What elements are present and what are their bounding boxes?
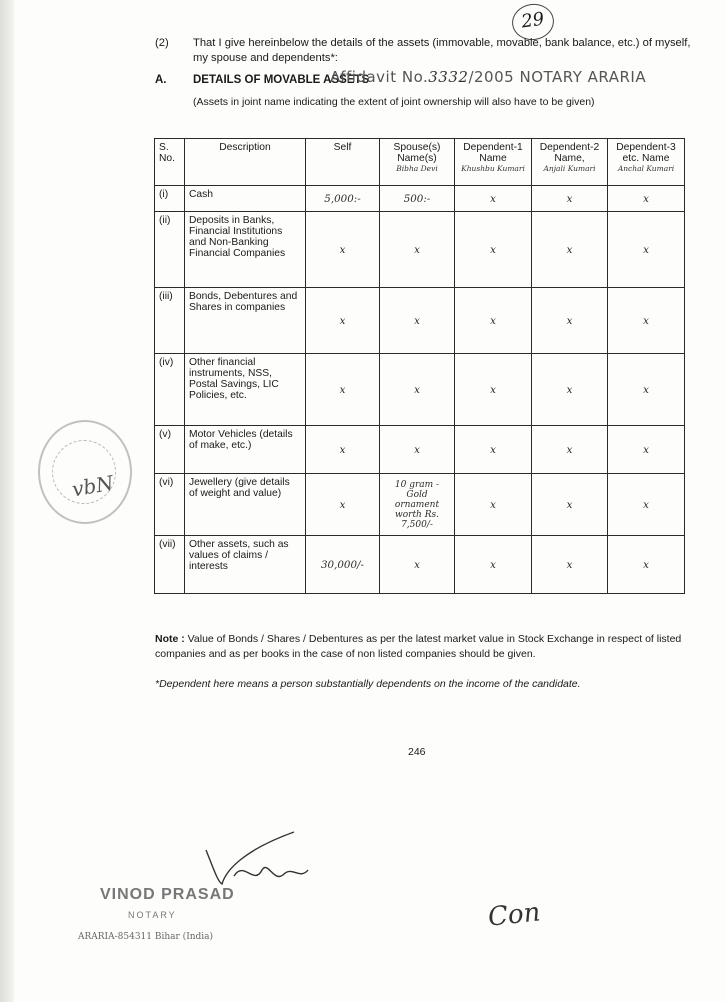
row-self: x <box>306 426 380 474</box>
header-dep3-label: Dependent-3 etc. Name <box>616 142 676 164</box>
row-self: 5,000:- <box>306 186 380 212</box>
row-description: Bonds, Debentures and Shares in companies <box>185 288 306 354</box>
stamp-year: /2005 <box>468 68 515 86</box>
row-spouse: x <box>380 288 455 354</box>
dependent-footnote: *Dependent here means a person substantially dependents on the income of the candidate. <box>155 678 581 690</box>
section-subtitle: (Assets in joint name indicating the extent of joint ownership will also have to be given) <box>193 96 595 108</box>
row-dep2: x <box>532 426 608 474</box>
row-dep3: x <box>608 426 685 474</box>
row-spouse: 500:- <box>380 186 455 212</box>
row-self: x <box>306 212 380 288</box>
table-row <box>155 186 685 212</box>
row-self: x <box>306 288 380 354</box>
page-number: 246 <box>408 746 426 758</box>
row-spouse: x <box>380 212 455 288</box>
intro-text: That I give hereinbelow the details of the assets (immovable, movable, bank balance, etc.) of myself, my spouse and dependents*: <box>193 37 691 64</box>
header-dep3 <box>608 139 685 186</box>
row-self: x <box>306 354 380 426</box>
row-dep1: x <box>455 288 532 354</box>
candidate-signature: Con <box>486 897 542 933</box>
table-row <box>155 212 685 288</box>
row-description: Other financial instruments, NSS, Postal Savings, LIC Policies, etc. <box>185 354 306 426</box>
stamp-text: Affidavit No. <box>330 68 429 86</box>
row-description: Other assets, such as values of claims / interests <box>185 536 306 594</box>
header-sno: S. No. <box>155 139 185 186</box>
row-description: Deposits in Banks, Financial Institutions and Non-Banking Financial Companies <box>185 212 306 288</box>
row-dep1: x <box>455 186 532 212</box>
table-row <box>155 536 685 594</box>
row-dep2: x <box>532 186 608 212</box>
notary-title: NOTARY <box>128 910 177 920</box>
row-spouse: 10 gram - Gold ornament worth Rs. 7,500/- <box>380 474 455 536</box>
row-dep3: x <box>608 212 685 288</box>
table-row <box>155 426 685 474</box>
row-dep3: x <box>608 536 685 594</box>
header-dep2-name: Anjali Kumari <box>543 164 596 173</box>
row-spouse: x <box>380 354 455 426</box>
seal-signature: vbN <box>70 470 116 502</box>
page-marker: 29 <box>510 1 557 42</box>
row-description: Jewellery (give details of weight and value) <box>185 474 306 536</box>
row-dep2: x <box>532 354 608 426</box>
row-self: x <box>306 474 380 536</box>
row-sno: (iii) <box>155 288 185 354</box>
stamp-number: 3332 <box>428 68 469 86</box>
row-sno: (iv) <box>155 354 185 426</box>
header-spouse-label: Spouse(s) Name(s) <box>393 142 441 164</box>
header-spouse-name: Bibha Devi <box>396 164 438 173</box>
header-dep2-label: Dependent-2 Name, <box>539 142 600 164</box>
row-dep1: x <box>455 426 532 474</box>
row-spouse: x <box>380 536 455 594</box>
header-spouse <box>380 139 455 186</box>
row-sno: (ii) <box>155 212 185 288</box>
table-row <box>155 474 685 536</box>
header-description: Description <box>185 139 306 186</box>
row-dep2: x <box>532 536 608 594</box>
row-spouse: x <box>380 426 455 474</box>
note-label: Note : <box>155 633 185 645</box>
row-sno: (i) <box>155 186 185 212</box>
header-self: Self <box>306 139 380 186</box>
row-sno: (vi) <box>155 474 185 536</box>
row-dep3: x <box>608 186 685 212</box>
table-row <box>155 288 685 354</box>
table-row <box>155 354 685 426</box>
row-dep2: x <box>532 212 608 288</box>
row-dep3: x <box>608 288 685 354</box>
row-dep1: x <box>455 536 532 594</box>
table-header-row <box>155 139 685 186</box>
notary-address: ARARIA-854311 Bihar (India) <box>78 932 214 942</box>
header-dep1-label: Dependent-1 Name <box>463 142 523 164</box>
page-edge <box>0 0 14 1002</box>
header-dep2 <box>532 139 608 186</box>
row-dep1: x <box>455 354 532 426</box>
header-dep1 <box>455 139 532 186</box>
stamp-place: NOTARY ARARIA <box>519 68 647 86</box>
row-dep1: x <box>455 212 532 288</box>
note-paragraph <box>155 632 695 662</box>
row-dep3: x <box>608 474 685 536</box>
section-label: A. <box>155 74 167 86</box>
row-description: Cash <box>185 186 306 212</box>
row-sno: (vii) <box>155 536 185 594</box>
note-text: Value of Bonds / Shares / Debentures as per the latest market value in Stock Exchange in respect of listed companies and as per books in the case of non listed companies should be given. <box>155 633 682 660</box>
row-sno: (v) <box>155 426 185 474</box>
notary-signature <box>204 830 314 890</box>
row-dep1: x <box>455 474 532 536</box>
row-dep2: x <box>532 474 608 536</box>
movable-assets-table <box>154 138 685 594</box>
affidavit-stamp <box>330 68 646 86</box>
intro-number: (2) <box>155 37 169 49</box>
header-dep3-name: Anchal Kumari <box>617 164 675 173</box>
notary-name: VINOD PRASAD <box>100 886 235 903</box>
row-description: Motor Vehicles (details of make, etc.) <box>185 426 306 474</box>
row-dep3: x <box>608 354 685 426</box>
intro-paragraph <box>155 36 695 66</box>
header-dep1-name: Khushbu Kumari <box>461 164 525 173</box>
row-dep2: x <box>532 288 608 354</box>
row-self: 30,000/- <box>306 536 380 594</box>
section-title: DETAILS OF MOVABLE ASSETS <box>193 74 370 86</box>
